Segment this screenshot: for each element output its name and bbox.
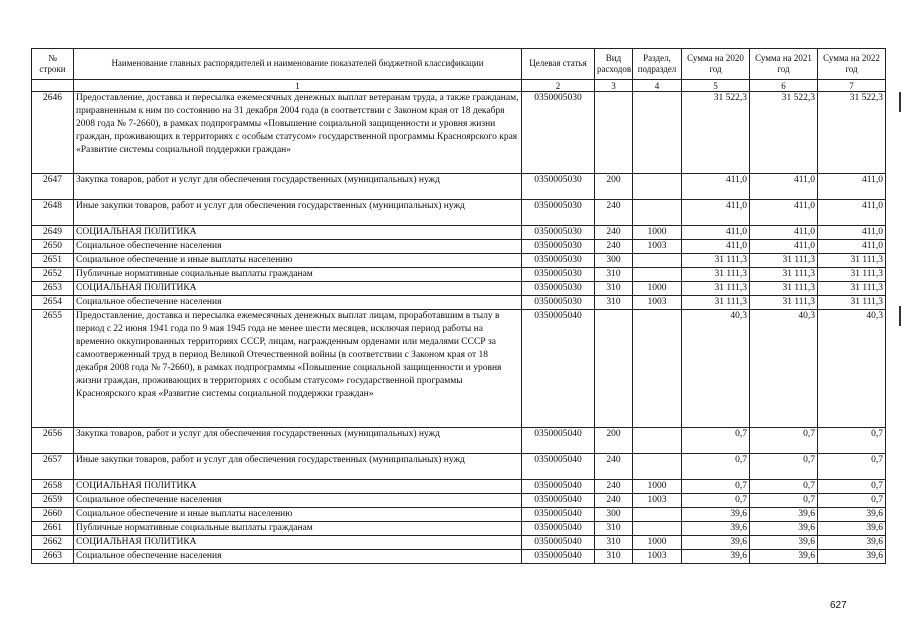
expense-type: 240 — [595, 454, 633, 480]
row-number: 2662 — [32, 536, 74, 550]
sum-2020: 0,7 — [682, 480, 750, 494]
sum-2020: 39,6 — [682, 508, 750, 522]
section-code: 1000 — [633, 536, 682, 550]
expense-type: 240 — [595, 200, 633, 226]
row-number: 2659 — [32, 494, 74, 508]
row-number: 2657 — [32, 454, 74, 480]
sum-2022: 31 111,3 — [818, 282, 886, 296]
section-code: 1003 — [633, 550, 682, 564]
target-article: 0350005040 — [522, 550, 595, 564]
header-sum-2021: Сумма на 2021 год — [750, 49, 818, 80]
sum-2020: 31 522,3 — [682, 92, 750, 174]
table-row — [32, 508, 886, 522]
section-code: 1003 — [633, 296, 682, 310]
table-row — [32, 174, 886, 200]
sum-2021: 40,3 — [750, 310, 818, 428]
column-number: 6 — [750, 80, 818, 92]
column-number-blank — [32, 80, 74, 92]
target-article: 0350005040 — [522, 454, 595, 480]
expense-type: 200 — [595, 174, 633, 200]
header-sum-2020: Сумма на 2020 год — [682, 49, 750, 80]
indicator-name: Социальное обеспечение населения — [74, 240, 522, 254]
sum-2022: 39,6 — [818, 508, 886, 522]
table-row — [32, 254, 886, 268]
sum-2021: 0,7 — [750, 454, 818, 480]
section-code — [633, 428, 682, 454]
indicator-name: СОЦИАЛЬНАЯ ПОЛИТИКА — [74, 536, 522, 550]
sum-2021: 39,6 — [750, 522, 818, 536]
indicator-name: Социальное обеспечение и иные выплаты населению — [74, 254, 522, 268]
section-code — [633, 310, 682, 428]
row-number: 2650 — [32, 240, 74, 254]
table-row — [32, 268, 886, 282]
table-row — [32, 454, 886, 480]
target-article: 0350005040 — [522, 480, 595, 494]
sum-2022: 31 111,3 — [818, 268, 886, 282]
table-row — [32, 536, 886, 550]
row-number: 2661 — [32, 522, 74, 536]
sum-2021: 39,6 — [750, 536, 818, 550]
sum-2020: 31 111,3 — [682, 254, 750, 268]
sum-2020: 0,7 — [682, 494, 750, 508]
expense-type — [595, 310, 633, 428]
sum-2021: 31 522,3 — [750, 92, 818, 174]
expense-type: 310 — [595, 522, 633, 536]
expense-type: 310 — [595, 550, 633, 564]
section-code: 1003 — [633, 494, 682, 508]
indicator-name: Закупка товаров, работ и услуг для обеспечения государственных (муниципальных) нужд — [74, 428, 522, 454]
column-number: 3 — [595, 80, 633, 92]
sum-2022: 411,0 — [818, 226, 886, 240]
sum-2020: 0,7 — [682, 454, 750, 480]
sum-2020: 0,7 — [682, 428, 750, 454]
indicator-name: Предоставление, доставка и пересылка ежемесячных денежных выплат ветеранам труда, а также гражданам, приравненным к ним по состоянию на 31 декабря 2004 года (в соответствии с Законом края от 18 декабря 2008 года № 7-2660), в рамках подпрограммы «Повышение социальной защищенности и уровня жизни граждан, проживающих в территориях с особым статусом» государственной программы Красноярского края «Развитие системы социальной поддержки граждан» — [74, 92, 522, 174]
target-article: 0350005030 — [522, 174, 595, 200]
target-article: 0350005030 — [522, 254, 595, 268]
target-article: 0350005040 — [522, 310, 595, 428]
column-number-row — [32, 80, 886, 92]
sum-2021: 31 111,3 — [750, 282, 818, 296]
sum-2021: 411,0 — [750, 226, 818, 240]
section-code — [633, 508, 682, 522]
target-article: 0350005040 — [522, 508, 595, 522]
sum-2022: 39,6 — [818, 522, 886, 536]
indicator-name: Публичные нормативные социальные выплаты гражданам — [74, 522, 522, 536]
row-number: 2656 — [32, 428, 74, 454]
expense-type: 240 — [595, 240, 633, 254]
target-article: 0350005040 — [522, 536, 595, 550]
section-code — [633, 522, 682, 536]
budget-table — [31, 48, 886, 564]
page-number: 627 — [830, 600, 847, 611]
row-number: 2652 — [32, 268, 74, 282]
indicator-name: Социальное обеспечение населения — [74, 296, 522, 310]
target-article: 0350005030 — [522, 226, 595, 240]
row-number: 2655 — [32, 310, 74, 428]
sum-2021: 411,0 — [750, 200, 818, 226]
sum-2020: 31 111,3 — [682, 296, 750, 310]
row-number: 2651 — [32, 254, 74, 268]
sum-2020: 31 111,3 — [682, 282, 750, 296]
target-article: 0350005040 — [522, 522, 595, 536]
column-number: 7 — [818, 80, 886, 92]
sum-2022: 0,7 — [818, 428, 886, 454]
sum-2022: 31 111,3 — [818, 254, 886, 268]
sum-2021: 31 111,3 — [750, 296, 818, 310]
sum-2021: 0,7 — [750, 428, 818, 454]
sum-2022: 0,7 — [818, 454, 886, 480]
row-number: 2648 — [32, 200, 74, 226]
header-row-number: № строки — [32, 49, 74, 80]
table-row — [32, 494, 886, 508]
table-row — [32, 310, 886, 428]
target-article: 0350005030 — [522, 282, 595, 296]
section-code — [633, 92, 682, 174]
indicator-name: Закупка товаров, работ и услуг для обеспечения государственных (муниципальных) нужд — [74, 174, 522, 200]
row-number: 2649 — [32, 226, 74, 240]
sum-2020: 411,0 — [682, 240, 750, 254]
expense-type: 200 — [595, 428, 633, 454]
sum-2020: 411,0 — [682, 174, 750, 200]
sum-2020: 31 111,3 — [682, 268, 750, 282]
sum-2021: 39,6 — [750, 550, 818, 564]
section-code: 1000 — [633, 480, 682, 494]
table-row — [32, 200, 886, 226]
indicator-name: Публичные нормативные социальные выплаты гражданам — [74, 268, 522, 282]
sum-2022: 40,3 — [818, 310, 886, 428]
row-number: 2654 — [32, 296, 74, 310]
sum-2022: 411,0 — [818, 174, 886, 200]
table-row — [32, 480, 886, 494]
indicator-name: Иные закупки товаров, работ и услуг для обеспечения государственных (муниципальных) нужд — [74, 200, 522, 226]
expense-type: 240 — [595, 494, 633, 508]
column-number: 4 — [633, 80, 682, 92]
section-code: 1000 — [633, 226, 682, 240]
table-row — [32, 296, 886, 310]
table-row — [32, 226, 886, 240]
section-code — [633, 454, 682, 480]
sum-2022: 31 522,3 — [818, 92, 886, 174]
target-article: 0350005030 — [522, 268, 595, 282]
table-row — [32, 282, 886, 296]
header-name: Наименование главных распорядителей и наименование показателей бюджетной классификации — [74, 49, 522, 80]
table-body — [32, 92, 886, 564]
target-article: 0350005040 — [522, 494, 595, 508]
sum-2021: 31 111,3 — [750, 268, 818, 282]
sum-2021: 0,7 — [750, 480, 818, 494]
section-code — [633, 254, 682, 268]
sum-2020: 39,6 — [682, 536, 750, 550]
header-sum-2022: Сумма на 2022 год — [818, 49, 886, 80]
indicator-name: СОЦИАЛЬНАЯ ПОЛИТИКА — [74, 226, 522, 240]
expense-type: 300 — [595, 254, 633, 268]
section-code — [633, 200, 682, 226]
target-article: 0350005030 — [522, 92, 595, 174]
sum-2022: 411,0 — [818, 240, 886, 254]
sum-2022: 0,7 — [818, 494, 886, 508]
indicator-name: СОЦИАЛЬНАЯ ПОЛИТИКА — [74, 480, 522, 494]
scan-edge-mark — [899, 92, 901, 112]
indicator-name: Предоставление, доставка и пересылка ежемесячных денежных выплат лицам, проработавшим в тылу в период с 22 июня 1941 года по 9 мая 1945 года не менее шести месяцев, исключая период работы на временно оккупированных территориях СССР, лицам, награжденным орденами или медалями СССР за самоотверженный труд в период Великой Отечественной войны (в соответствии с Законом края от 18 декабря 2008 года № 7-2660), в рамках подпрограммы «Повышение социальной защищенности и уровня жизни граждан, проживающих в территориях с особым статусом» государственной программы Красноярского края «Развитие системы социальной поддержки граждан» — [74, 310, 522, 428]
sum-2022: 0,7 — [818, 480, 886, 494]
section-code: 1003 — [633, 240, 682, 254]
row-number: 2663 — [32, 550, 74, 564]
indicator-name: СОЦИАЛЬНАЯ ПОЛИТИКА — [74, 282, 522, 296]
sum-2022: 411,0 — [818, 200, 886, 226]
scan-edge-mark — [899, 306, 901, 326]
sum-2022: 39,6 — [818, 536, 886, 550]
expense-type: 300 — [595, 508, 633, 522]
sum-2020: 39,6 — [682, 522, 750, 536]
table-row — [32, 92, 886, 174]
section-code — [633, 268, 682, 282]
indicator-name: Иные закупки товаров, работ и услуг для обеспечения государственных (муниципальных) нужд — [74, 454, 522, 480]
row-number: 2658 — [32, 480, 74, 494]
expense-type: 310 — [595, 268, 633, 282]
expense-type: 240 — [595, 226, 633, 240]
expense-type: 310 — [595, 536, 633, 550]
sum-2020: 40,3 — [682, 310, 750, 428]
sum-2020: 39,6 — [682, 550, 750, 564]
target-article: 0350005040 — [522, 428, 595, 454]
sum-2021: 39,6 — [750, 508, 818, 522]
column-number: 5 — [682, 80, 750, 92]
section-code — [633, 174, 682, 200]
sum-2022: 39,6 — [818, 550, 886, 564]
sum-2021: 0,7 — [750, 494, 818, 508]
indicator-name: Социальное обеспечение населения — [74, 550, 522, 564]
table-row — [32, 550, 886, 564]
header-section: Раздел, подраздел — [633, 49, 682, 80]
sum-2020: 411,0 — [682, 226, 750, 240]
indicator-name: Социальное обеспечение населения — [74, 494, 522, 508]
expense-type: 310 — [595, 282, 633, 296]
section-code: 1000 — [633, 282, 682, 296]
row-number: 2646 — [32, 92, 74, 174]
row-number: 2647 — [32, 174, 74, 200]
sum-2021: 411,0 — [750, 174, 818, 200]
sum-2021: 31 111,3 — [750, 254, 818, 268]
sum-2021: 411,0 — [750, 240, 818, 254]
row-number: 2660 — [32, 508, 74, 522]
target-article: 0350005030 — [522, 240, 595, 254]
header-expense-type: Вид расходов — [595, 49, 633, 80]
table-row — [32, 240, 886, 254]
expense-type — [595, 92, 633, 174]
sum-2022: 31 111,3 — [818, 296, 886, 310]
expense-type: 240 — [595, 480, 633, 494]
indicator-name: Социальное обеспечение и иные выплаты населению — [74, 508, 522, 522]
column-number: 1 — [74, 80, 522, 92]
header-row — [32, 49, 886, 80]
target-article: 0350005030 — [522, 200, 595, 226]
header-target-article: Целевая статья — [522, 49, 595, 80]
sum-2020: 411,0 — [682, 200, 750, 226]
table-row — [32, 522, 886, 536]
target-article: 0350005030 — [522, 296, 595, 310]
column-number: 2 — [522, 80, 595, 92]
row-number: 2653 — [32, 282, 74, 296]
expense-type: 310 — [595, 296, 633, 310]
table-row — [32, 428, 886, 454]
